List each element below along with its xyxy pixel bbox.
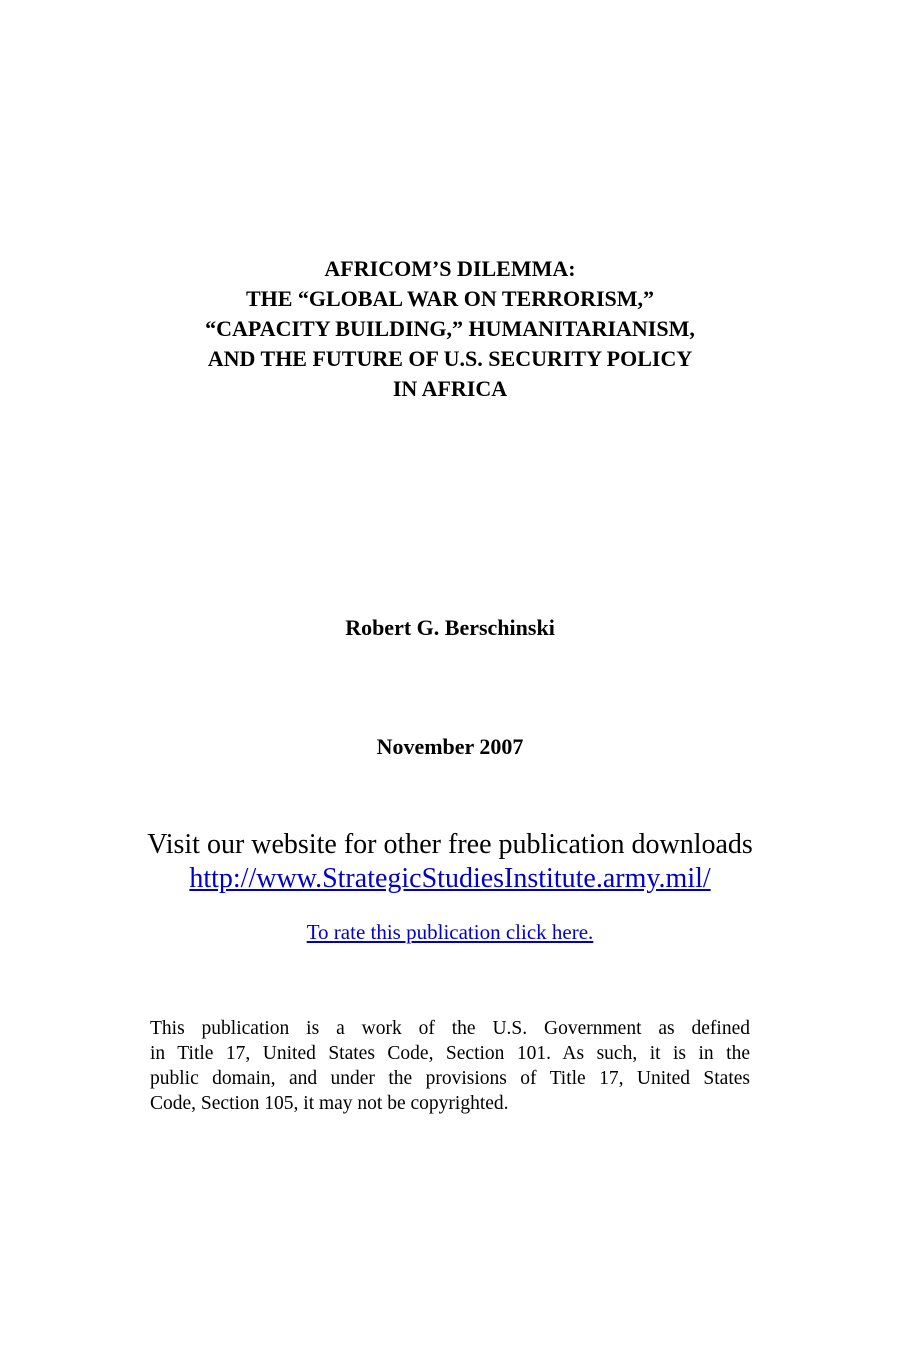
website-link[interactable]: http://www.StrategicStudiesInstitute.army.mil/ bbox=[189, 863, 711, 894]
copyright-disclaimer bbox=[150, 1016, 750, 1116]
disclaimer-line: public domain, and under the provisions of Title 17, United States bbox=[150, 1068, 750, 1089]
publication-date: November 2007 bbox=[376, 734, 524, 759]
title-line: AFRICOM’S DILEMMA: bbox=[324, 256, 576, 281]
rate-publication-link[interactable]: To rate this publication click here. bbox=[306, 920, 594, 944]
title-line: AND THE FUTURE OF U.S. SECURITY POLICY bbox=[207, 346, 693, 371]
disclaimer-line: in Title 17, United States Code, Section 101. As such, it is in the bbox=[150, 1043, 750, 1064]
visit-website-text: Visit our website for other free publication downloads bbox=[147, 829, 753, 860]
website-link-container bbox=[0, 862, 900, 896]
title-line: IN AFRICA bbox=[392, 376, 508, 401]
disclaimer-line: This publication is a work of the U.S. Government as defined bbox=[150, 1018, 750, 1039]
disclaimer-line: Code, Section 105, it may not be copyrighted. bbox=[150, 1093, 509, 1114]
rate-link-container bbox=[0, 920, 900, 945]
document-title bbox=[0, 254, 900, 404]
title-line: THE “GLOBAL WAR ON TERRORISM,” bbox=[245, 286, 655, 311]
title-line: “CAPACITY BUILDING,” HUMANITARIANISM, bbox=[205, 316, 695, 341]
author-name: Robert G. Berschinski bbox=[345, 615, 555, 640]
